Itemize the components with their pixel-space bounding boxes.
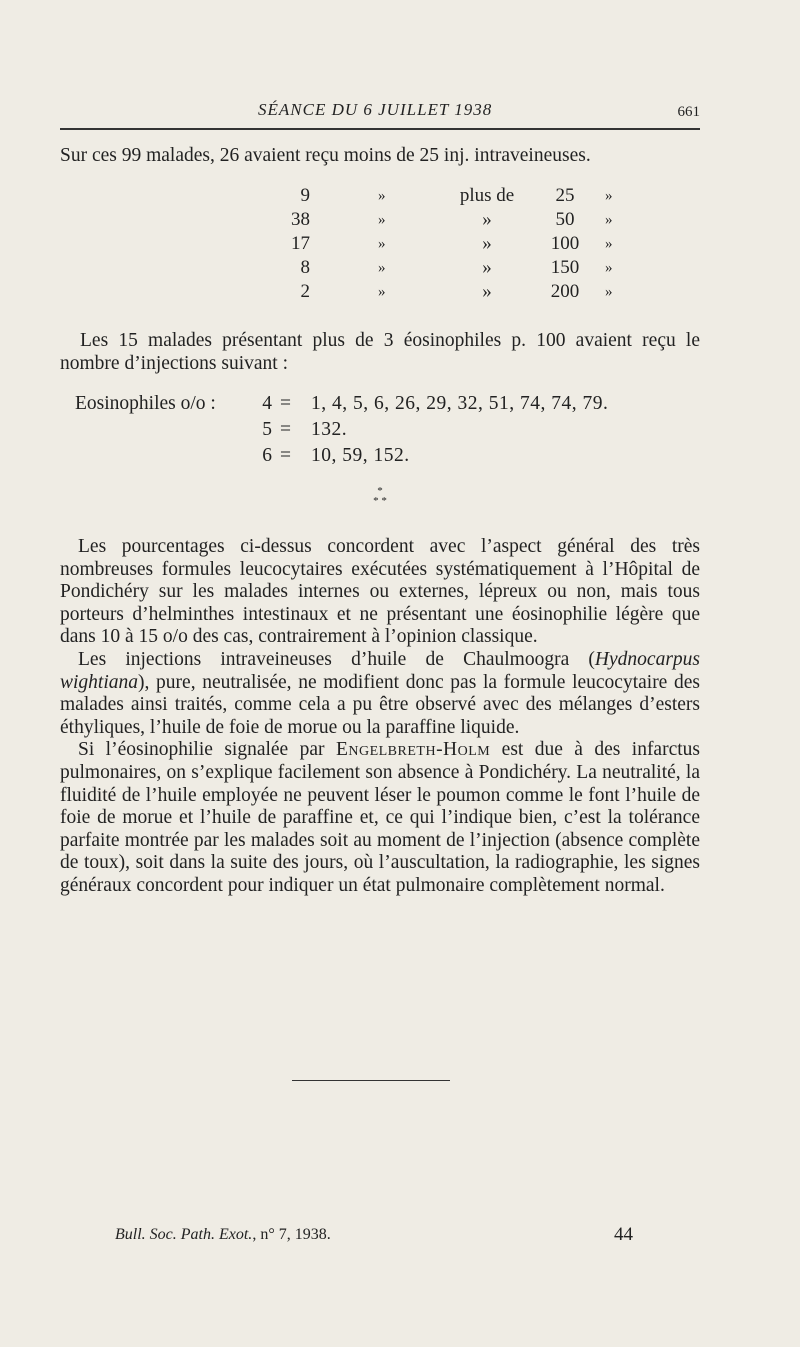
page-footer [115,1224,645,1248]
row-threshold: 50 [555,209,575,230]
eosinophil-values: 10, 59, 152. [311,445,410,466]
table-row [60,257,700,281]
eosinophil-key: 5 [262,419,272,440]
header-title: SÉANCE DU 6 JUILLET 1938 [258,100,493,119]
row-threshold: 25 [555,185,575,206]
signature-number: 44 [614,1224,633,1245]
row-count: 8 [300,257,310,278]
list-item [75,393,715,419]
text-run: ), pure, neutralisée, ne modifient donc pas la formule leucocytaire des malades ainsi traités, comme cela a pu être observé avec des mélanges d’esters éthyliques, l’huile de foie de morue ou la paraffine liquide. [60,671,700,738]
ditto-mark: » [378,188,386,204]
ditto-mark: » [378,260,386,276]
row-condition: » [482,209,492,230]
row-condition: plus de [459,185,515,206]
text-run: Si l’éosinophilie signalée par [78,739,336,761]
eosinophil-list [75,393,715,471]
journal-citation [115,1226,331,1244]
row-condition: » [482,281,492,302]
row-count: 17 [291,233,310,254]
asterism-divider [360,486,400,506]
equals-sign: = [280,393,291,414]
running-header [60,100,700,124]
table-row [60,233,700,257]
equals-sign: = [280,445,291,466]
citation-details: , n° 7, 1938. [252,1226,331,1243]
row-count: 2 [300,281,310,302]
eosinophil-values: 1, 4, 5, 6, 26, 29, 32, 51, 74, 74, 79. [311,393,609,414]
row-count: 38 [291,209,310,230]
eosinophil-label: Eosinophiles o/o : [75,393,216,414]
eosinophil-key: 6 [262,445,272,466]
row-threshold: 100 [550,233,580,254]
intro-paragraph: Sur ces 99 malades, 26 avaient reçu moins de 25 inj. intraveineuses. [60,145,591,166]
paragraph-injections [60,649,700,739]
species-name: Hydnocarpus wightiana [60,648,700,693]
equals-sign: = [280,419,291,440]
ditto-mark: » [378,284,386,300]
text-run: Les injections intraveineuses d’huile de Chaulmoogra ( [78,648,595,670]
header-rule [60,128,700,130]
row-condition: » [482,257,492,278]
list-item [75,445,715,471]
eosinophil-intro-paragraph: Les 15 malades présentant plus de 3 éosinophiles p. 100 avaient reçu le nombre d’injections suivant : [60,330,700,374]
table-row [60,281,700,305]
author-name: Engelbreth-Holm [335,739,491,761]
eosinophil-values: 132. [311,419,348,440]
row-threshold: 150 [550,257,580,278]
table-row [60,185,700,209]
eosinophil-key: 4 [262,393,272,414]
journal-name: Bull. Soc. Path. Exot. [115,1226,253,1243]
row-condition: » [482,233,492,254]
asterism-top: * [377,485,383,497]
ditto-mark: » [378,236,386,252]
ditto-mark: » [378,212,386,228]
paragraph-conclusion [60,739,700,897]
ditto-mark: » [605,212,613,228]
paragraph-percentages: Les pourcentages ci-dessus concordent avec l’aspect général des très nombreuses formules leucocytaires exécutées systématiquement à l’Hôpital de Pondichéry sur les malades internes ou externes, lépreux ou non, mais tous porteurs d’helminthes intestinaux et ne présentant une éosinophilie légère que dans 10 à 15 o/o des cas, contrairement à l’opinion classique. [60,536,700,648]
page-number: 661 [677,104,700,120]
asterism-bottom: * * [373,495,387,507]
ditto-mark: » [605,236,613,252]
ditto-mark: » [605,260,613,276]
ditto-mark: » [605,284,613,300]
body-paragraphs [60,536,700,898]
row-count: 9 [300,185,310,206]
ditto-mark: » [605,188,613,204]
row-threshold: 200 [550,281,580,302]
table-row [60,209,700,233]
injection-count-table [60,185,700,305]
end-rule [292,1080,450,1081]
text-run: est due à des infarctus pulmonaires, on s’explique facilement son absence à Pondichéry. La neutralité, la fluidité de l’huile employée ne peuvent léser le poumon comme le font l’huile de foie de morue et l’huile de paraffine et, ce qui l’indique bien, c’est la tolérance parfaite montrée par les malades soit au moment de l’injection (absence complète de toux), soit dans la suite des jours, où l’auscultation, la radiographie, les signes généraux concordent pour indiquer un état pulmonaire complètement normal. [60,739,700,896]
list-item [75,419,715,445]
